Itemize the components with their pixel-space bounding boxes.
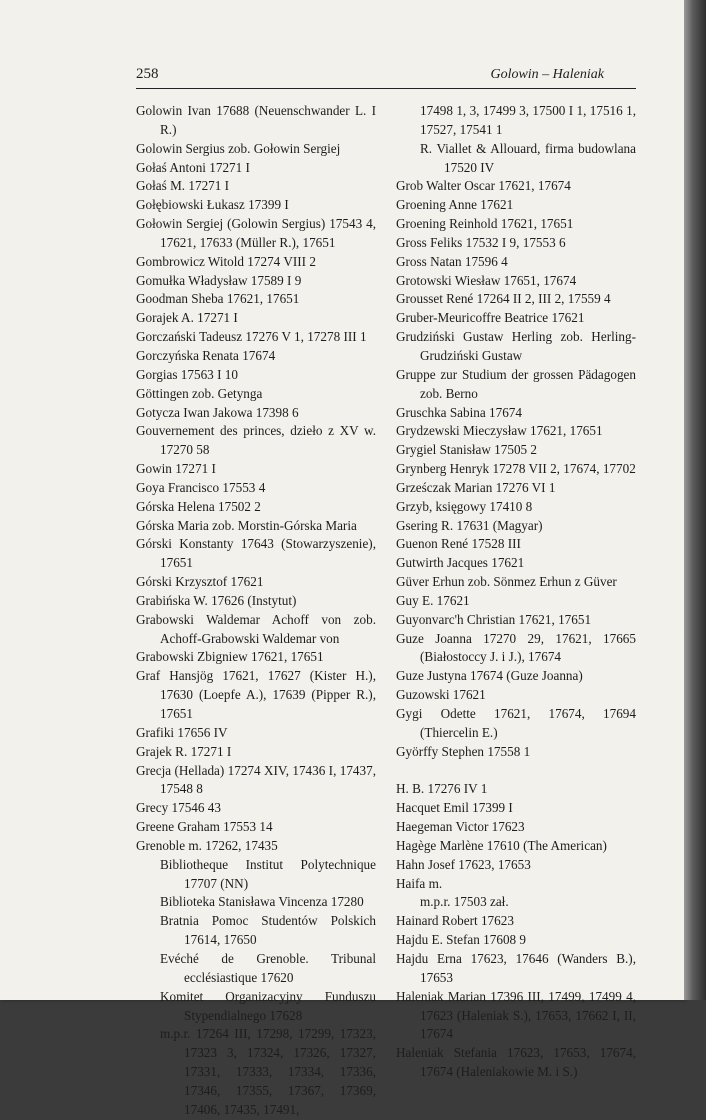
index-entry: Gsering R. 17631 (Magyar): [396, 517, 543, 533]
index-entry: Groening Anne 17621: [396, 197, 514, 213]
index-entry: Gross Natan 17596 4: [396, 253, 508, 269]
index-entry: Goodman Sheba 17621, 17651: [136, 291, 300, 307]
index-subentry: Biblioteka Stanisława Vincenza 17280: [160, 894, 364, 910]
index-subentry: Bibliotheque Institut Polytechnique 17707 (NN): [160, 856, 376, 891]
index-entry: Grydzewski Mieczysław 17621, 17651: [396, 423, 603, 439]
index-entry: Grajek R. 17271 I: [136, 743, 232, 759]
index-entry: Grousset René 17264 II 2, III 2, 17559 4: [396, 291, 611, 307]
index-entry: Haegeman Victor 17623: [396, 819, 525, 835]
index-entry: Guenon René 17528 III: [396, 536, 521, 552]
index-entry: Grabowski Zbigniew 17621, 17651: [136, 649, 324, 665]
index-entry: Grygiel Stanisław 17505 2: [396, 442, 538, 458]
index-entry: Grabińska W. 17626 (Instytut): [136, 592, 297, 608]
index-subentry: m.p.r. 17264 III, 17298, 17299, 17323, 17323 3, 17324, 17326, 17327, 17331, 17333, 17334, 17336, 17346, 17355, 17367, 17369, 17406, 17435, 17491,: [160, 1026, 376, 1117]
index-entry: Hahn Josef 17623, 17653: [396, 856, 531, 872]
index-entry: Górska Maria zob. Morstin-Górska Maria: [136, 517, 357, 533]
index-entry: Gołaś M. 17271 I: [136, 178, 230, 194]
index-entry: Györffy Stephen 17558 1: [396, 743, 531, 759]
running-head: Golowin – Haleniak: [490, 67, 604, 82]
index-entry: Hajdu Erna 17623, 17646 (Wanders B.), 17653: [396, 950, 636, 985]
page-header: [136, 64, 636, 89]
index-entry: Grześczak Marian 17276 VI 1: [396, 479, 556, 495]
index-entry: Grynberg Henryk 17278 VII 2, 17674, 17702: [396, 461, 636, 477]
index-entry: Grzyb, księgowy 17410 8: [396, 498, 533, 514]
index-entry: Gygi Odette 17621, 17674, 17694 (Thiercelin E.): [396, 706, 636, 740]
book-spine-edge: [684, 0, 706, 1000]
index-entry: Gombrowicz Witold 17274 VIII 2: [136, 253, 316, 269]
index-entry: Golowin Ivan 17688 (Neuenschwander L. I R.): [136, 103, 376, 137]
index-entry: Grotowski Wiesław 17651, 17674: [396, 272, 577, 288]
index-entry: Guze Joanna 17270 29, 17621, 17665 (Białostoccy J. i J.), 17674: [396, 630, 636, 665]
index-entry: Grecy 17546 43: [136, 800, 221, 816]
index-entry: Gruschka Sabina 17674: [396, 404, 522, 420]
index-entry: Gross Feliks 17532 I 9, 17553 6: [396, 234, 566, 250]
index-entry: Groening Reinhold 17621, 17651: [396, 216, 574, 232]
index-entry: Gołaś Antoni 17271 I: [136, 159, 250, 175]
index-entry: Gorczyńska Renata 17674: [136, 347, 276, 363]
index-entry: Gutwirth Jacques 17621: [396, 555, 525, 571]
index-entry: Guy E. 17621: [396, 592, 470, 608]
index-entry: Güver Erhun zob. Sönmez Erhun z Güver: [396, 574, 617, 590]
index-entry: Guzowski 17621: [396, 687, 486, 703]
index-subentry: Komitet Organizacyjny Funduszu Stypendialnego 17628: [160, 988, 376, 1023]
index-subentry: Bratnia Pomoc Studentów Polskich 17614, 17650: [160, 913, 376, 948]
index-subentry: m.p.r. 17503 zał.: [420, 894, 509, 910]
index-column-right: [396, 102, 636, 1082]
index-entry: Górska Helena 17502 2: [136, 498, 261, 514]
index-entry: Guyonvarc'h Christian 17621, 17651: [396, 611, 592, 627]
index-entry: Grudziński Gustaw Herling zob. Herling-Grudziński Gustaw: [396, 329, 636, 363]
index-column-left: [136, 102, 376, 1120]
index-entry: Gołowin Sergiej (Golowin Sergius) 17543 4, 17621, 17633 (Müller R.), 17651: [136, 216, 376, 250]
index-entry: Gruber-Meuricoffre Beatrice 17621: [396, 310, 585, 326]
index-entry: Göttingen zob. Getynga: [136, 385, 263, 401]
index-entry: Gouvernement des princes, dzieło z XV w. 17270 58: [136, 423, 376, 458]
index-entry: Grenoble m. 17262, 17435: [136, 837, 278, 853]
index-entry: Gowin 17271 I: [136, 461, 216, 477]
index-entry: Guze Justyna 17674 (Guze Joanna): [396, 668, 583, 684]
index-entry: Gruppe zur Studium der grossen Pädagogen zob. Berno: [396, 366, 636, 401]
index-entry: Hajdu E. Stefan 17608 9: [396, 932, 527, 948]
index-entry: Gorczański Tadeusz 17276 V 1, 17278 III 1: [136, 329, 367, 345]
index-entry: Grecja (Hellada) 17274 XIV, 17436 I, 17437, 17548 8: [136, 762, 376, 797]
index-entry: Gorajek A. 17271 I: [136, 310, 238, 326]
index-entry: Grafiki 17656 IV: [136, 724, 228, 740]
index-entry: Haleniak Stefania 17623, 17653, 17674, 17674 (Haleniakowie M. i S.): [396, 1045, 636, 1080]
index-entry: Haifa m.: [396, 875, 443, 891]
index-entry: Gołębiowski Łukasz 17399 I: [136, 197, 289, 213]
index-entry: Graf Hansjög 17621, 17627 (Kister H.), 17630 (Loepfe A.), 17639 (Pipper R.), 17651: [136, 668, 376, 721]
page-number: 258: [136, 66, 159, 82]
index-entry: Hacquet Emil 17399 I: [396, 800, 513, 816]
index-entry: 17498 1, 3, 17499 3, 17500 I 1, 17516 1, 17527, 17541 1: [420, 103, 636, 137]
index-entry: Grob Walter Oscar 17621, 17674: [396, 178, 571, 194]
index-entry: Greene Graham 17553 14: [136, 819, 273, 835]
index-entry: Hainard Robert 17623: [396, 913, 514, 929]
index-entry: H. B. 17276 IV 1: [396, 781, 488, 797]
index-entry: Golowin Sergius zob. Gołowin Sergiej: [136, 140, 341, 156]
index-subentry: Evéché de Grenoble. Tribunal ecclésiastique 17620: [160, 950, 376, 985]
index-entry: Gorgias 17563 I 10: [136, 366, 238, 382]
index-entry: Grabowski Waldemar Achoff von zob. Achoff-Grabowski Waldemar von: [136, 611, 376, 646]
index-entry: Hagège Marlène 17610 (The American): [396, 837, 607, 853]
index-entry: Gotycza Iwan Jakowa 17398 6: [136, 404, 299, 420]
index-entry: Haleniak Marian 17396 III, 17499, 17499 4, 17623 (Haleniak S.), 17653, 17662 I, II, 17674: [396, 988, 636, 1042]
index-entry: Górski Konstanty 17643 (Stowarzyszenie), 17651: [136, 536, 376, 571]
index-subentry: R. Viallet & Allouard, firma budowlana 17520 IV: [420, 140, 636, 175]
index-entry: Górski Krzysztof 17621: [136, 574, 264, 590]
index-entry: Goya Francisco 17553 4: [136, 479, 266, 495]
index-entry: Gomułka Władysław 17589 I 9: [136, 272, 302, 288]
